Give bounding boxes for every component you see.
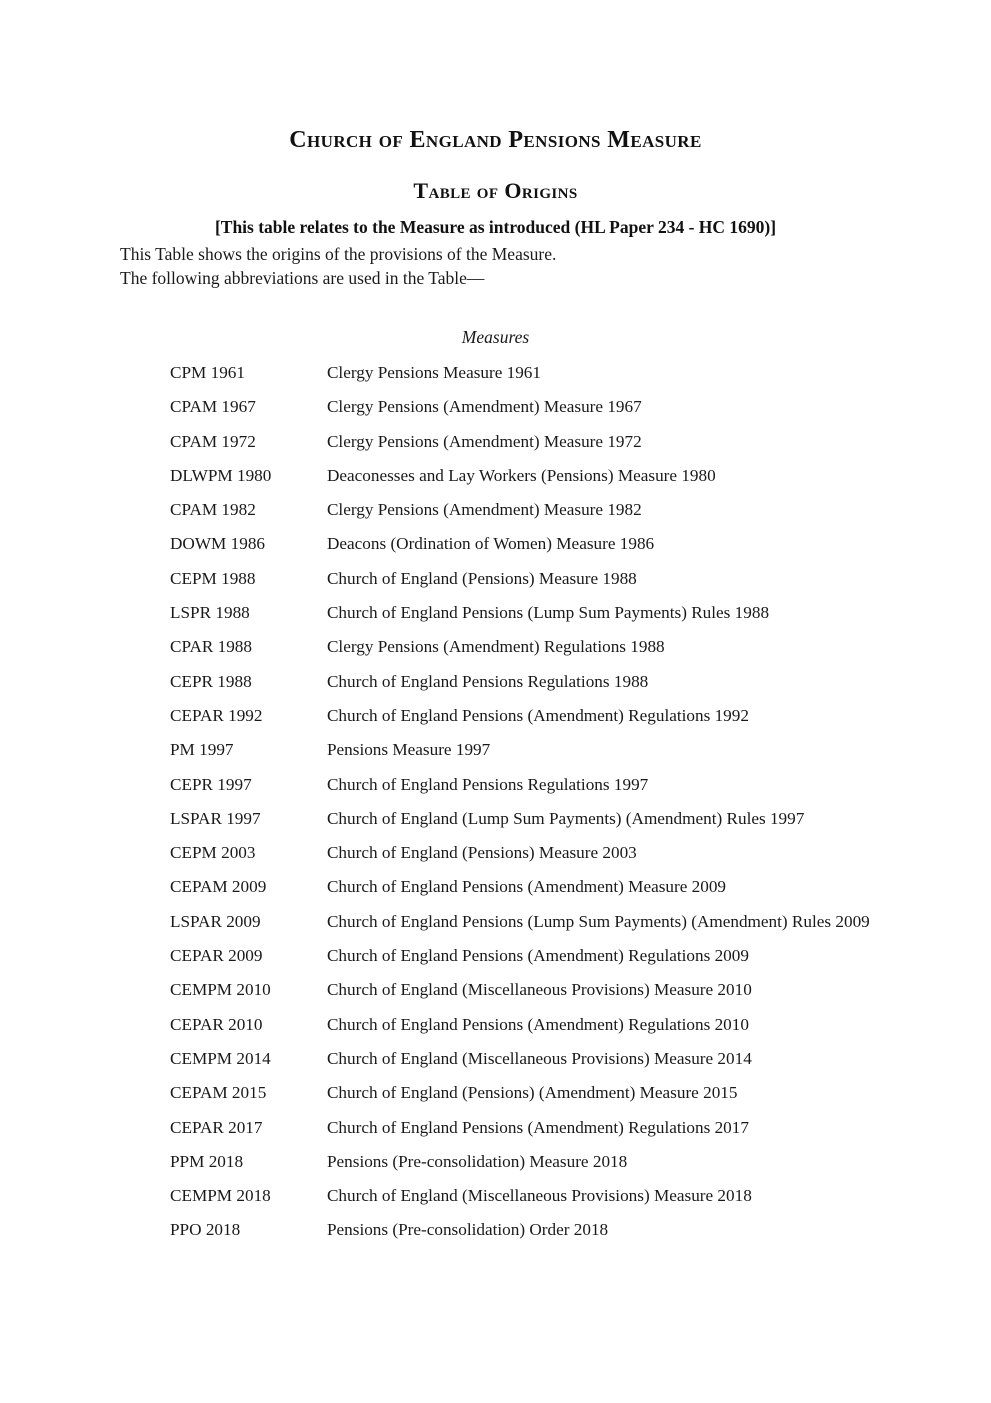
abbreviation-description: Clergy Pensions (Amendment) Measure 1967 xyxy=(326,397,642,417)
table-row xyxy=(170,979,870,1013)
abbreviation-code: LSPAR 1997 xyxy=(170,808,261,828)
abbreviation-description: Church of England Pensions Regulations 1988 xyxy=(326,671,649,691)
abbreviation-code: DLWPM 1980 xyxy=(170,465,272,485)
abbreviations-table xyxy=(170,362,870,1254)
abbreviation-code: PM 1997 xyxy=(170,740,234,760)
intro-line-1: This Table shows the origins of the provisions of the Measure. xyxy=(120,244,557,264)
abbreviation-description: Church of England (Miscellaneous Provisions) Measure 2010 xyxy=(326,980,752,1000)
table-row xyxy=(170,705,870,739)
abbreviation-description: Church of England Pensions (Amendment) Regulations 2009 xyxy=(326,946,749,966)
abbreviation-description: Church of England (Miscellaneous Provisions) Measure 2014 xyxy=(326,1048,752,1068)
table-row xyxy=(170,1185,870,1219)
section-heading-measures: Measures xyxy=(461,327,530,347)
abbreviation-description: Clergy Pensions Measure 1961 xyxy=(326,363,541,382)
page-subtitle: Table of Origins xyxy=(413,178,578,204)
abbreviation-code: CPAM 1972 xyxy=(170,431,256,451)
abbreviation-description: Church of England (Pensions) Measure 2003 xyxy=(326,843,637,863)
abbreviation-description: Church of England Pensions (Lump Sum Payments) (Amendment) Rules 2009 xyxy=(326,911,870,931)
abbreviation-code: CEMPM 2010 xyxy=(170,980,271,1000)
table-row xyxy=(170,1048,870,1082)
abbreviation-code: PPO 2018 xyxy=(170,1220,241,1240)
abbreviation-code: LSPAR 2009 xyxy=(170,911,261,931)
table-row xyxy=(170,774,870,808)
abbreviation-code: CEPAR 1992 xyxy=(170,705,263,725)
abbreviation-description: Church of England Pensions (Lump Sum Payments) Rules 1988 xyxy=(326,603,770,623)
abbreviation-description: Church of England Pensions (Amendment) Regulations 1992 xyxy=(326,705,749,725)
abbreviation-code: CPM 1961 xyxy=(170,363,245,382)
abbreviation-code: CPAR 1988 xyxy=(170,637,252,657)
table-row xyxy=(170,945,870,979)
intro-line-2: The following abbreviations are used in the Table— xyxy=(120,267,485,288)
abbreviation-description: Pensions (Pre-consolidation) Measure 2018 xyxy=(326,1151,628,1171)
abbreviation-description: Clergy Pensions (Amendment) Measure 1972 xyxy=(326,431,642,451)
table-row xyxy=(170,1219,870,1253)
abbreviation-code: CEPAR 2017 xyxy=(170,1117,263,1137)
abbreviation-description: Deacons (Ordination of Women) Measure 1986 xyxy=(326,534,655,554)
abbreviation-code: CEMPM 2014 xyxy=(170,1048,271,1068)
page-title: Church of England Pensions Measure xyxy=(289,127,702,154)
abbreviation-code: CEPM 2003 xyxy=(170,843,256,863)
abbreviation-description: Clergy Pensions (Amendment) Regulations 1988 xyxy=(326,637,665,657)
table-row xyxy=(170,1014,870,1048)
table-row xyxy=(170,533,870,567)
abbreviation-code: CEPAM 2015 xyxy=(170,1083,267,1103)
abbreviation-code: CEPR 1997 xyxy=(170,774,252,794)
introduction-note: [This table relates to the Measure as introduced (HL Paper 234 - HC 1690)] xyxy=(214,216,777,237)
abbreviation-description: Church of England (Pensions) (Amendment) Measure 2015 xyxy=(326,1083,738,1103)
abbreviation-description: Church of England Pensions (Amendment) Measure 2009 xyxy=(326,877,727,897)
table-row xyxy=(170,1117,870,1151)
abbreviation-code: CPAM 1967 xyxy=(170,397,256,417)
abbreviation-code: CEPAR 2009 xyxy=(170,946,263,966)
table-row xyxy=(170,842,870,876)
abbreviation-description: Church of England Pensions (Amendment) Regulations 2017 xyxy=(326,1117,749,1137)
table-row xyxy=(170,396,870,430)
abbreviation-code: CEMPM 2018 xyxy=(170,1186,271,1206)
abbreviations-table-body xyxy=(170,362,870,1254)
table-row xyxy=(170,431,870,465)
abbreviation-code: DOWM 1986 xyxy=(170,534,266,554)
table-row xyxy=(170,499,870,533)
abbreviation-code: CPAM 1982 xyxy=(170,500,256,520)
abbreviation-description: Church of England (Pensions) Measure 1988 xyxy=(326,568,637,588)
table-row xyxy=(170,739,870,773)
table-row xyxy=(170,568,870,602)
abbreviation-description: Church of England (Miscellaneous Provisions) Measure 2018 xyxy=(326,1186,752,1206)
table-row xyxy=(170,876,870,910)
abbreviation-code: CEPM 1988 xyxy=(170,568,256,588)
abbreviation-description: Church of England (Lump Sum Payments) (Amendment) Rules 1997 xyxy=(326,808,805,828)
abbreviation-description: Church of England Pensions Regulations 1997 xyxy=(326,774,649,794)
abbreviation-description: Pensions Measure 1997 xyxy=(326,740,491,760)
abbreviation-description: Pensions (Pre-consolidation) Order 2018 xyxy=(326,1220,609,1240)
table-row xyxy=(170,671,870,705)
table-row xyxy=(170,808,870,842)
abbreviation-code: CEPR 1988 xyxy=(170,671,252,691)
abbreviation-code: PPM 2018 xyxy=(170,1151,244,1171)
table-row xyxy=(170,911,870,945)
table-row xyxy=(170,602,870,636)
table-row xyxy=(170,636,870,670)
table-row xyxy=(170,1082,870,1116)
abbreviation-code: CEPAM 2009 xyxy=(170,877,267,897)
abbreviation-description: Church of England Pensions (Amendment) Regulations 2010 xyxy=(326,1014,749,1034)
abbreviation-description: Clergy Pensions (Amendment) Measure 1982 xyxy=(326,500,642,520)
abbreviation-code: CEPAR 2010 xyxy=(170,1014,263,1034)
table-row xyxy=(170,362,870,396)
table-row xyxy=(170,1151,870,1185)
abbreviation-code: LSPR 1988 xyxy=(170,603,250,623)
table-row xyxy=(170,465,870,499)
abbreviation-description: Deaconesses and Lay Workers (Pensions) Measure 1980 xyxy=(326,465,716,485)
intro-paragraph xyxy=(120,243,880,290)
